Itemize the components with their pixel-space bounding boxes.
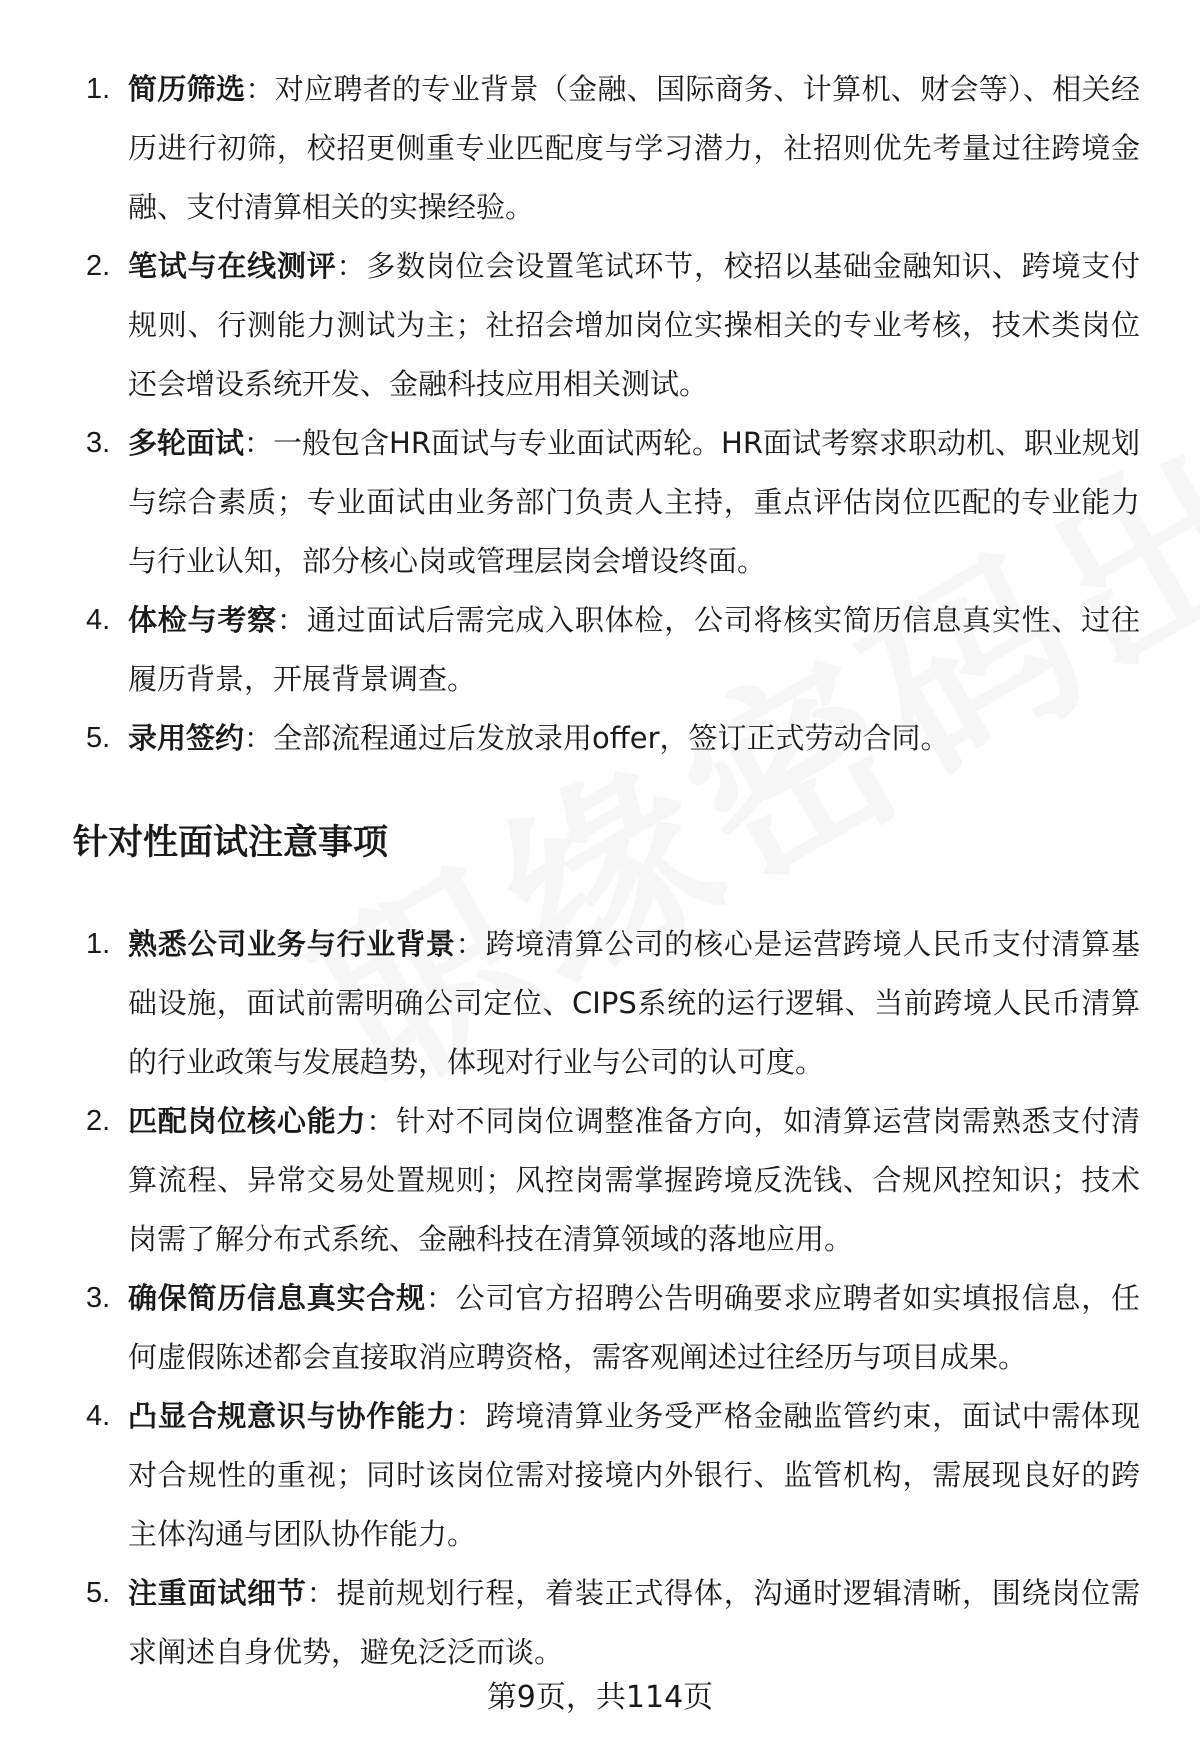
recruitment-process-list (0, 60, 1200, 768)
item-number: 4. (86, 1400, 111, 1432)
list-item (0, 591, 1200, 709)
item-title: 确保简历信息真实合规 (128, 1281, 426, 1315)
item-title: 多轮面试 (128, 426, 245, 460)
item-number: 5. (86, 1577, 111, 1609)
item-separator: ： (244, 426, 274, 460)
item-separator: ： (276, 603, 307, 637)
item-text: 全部流程通过后发放录用offer，签订正式劳动合同。 (273, 721, 950, 755)
item-text: 对应聘者的专业背景（金融、国际商务、计算机、财会等）、相关经历进行初筛，校招更侧重专业匹配度与学习潜力，社招则优先考量过往跨境金融、支付清算相关的实操经验。 (128, 72, 1140, 224)
item-separator: ： (336, 249, 367, 283)
item-number: 1. (86, 73, 111, 105)
item-text: 针对不同岗位调整准备方向，如清算运营岗需熟悉支付清算流程、异常交易处置规则；风控岗需掌握跨境反洗钱、合规风控知识；技术岗需了解分布式系统、金融科技在清算领域的落地应用。 (128, 1104, 1140, 1256)
page-number: 第9页，共114页 (486, 1680, 714, 1715)
list-item (0, 709, 1200, 768)
item-number: 3. (86, 427, 111, 459)
item-number: 3. (86, 1282, 111, 1314)
item-number: 5. (86, 722, 111, 754)
item-text: 跨境清算公司的核心是运营跨境人民币支付清算基础设施，面试前需明确公司定位、CIPS系统的运行逻辑、当前跨境人民币清算的行业政策与发展趋势，体现对行业与公司的认可度。 (128, 927, 1140, 1079)
item-separator: ： (306, 1576, 337, 1610)
list-item (0, 237, 1200, 414)
list-item (0, 1092, 1200, 1269)
list-item (0, 1564, 1200, 1682)
item-separator: ： (425, 1281, 456, 1315)
item-title: 简历筛选 (128, 72, 246, 106)
item-number: 1. (86, 928, 111, 960)
item-separator: ： (455, 927, 486, 961)
list-item (0, 915, 1200, 1092)
interview-tips-list (0, 915, 1200, 1682)
item-text: 多数岗位会设置笔试环节，校招以基础金融知识、跨境支付规则、行测能力测试为主；社招会增加岗位实操相关的专业考核，技术类岗位还会增设系统开发、金融科技应用相关测试。 (128, 249, 1140, 401)
item-title: 体检与考察 (128, 603, 277, 637)
item-text: 通过面试后需完成入职体检，公司将核实简历信息真实性、过往履历背景，开展背景调查。 (128, 603, 1140, 696)
item-number: 4. (86, 604, 111, 636)
list-item (0, 1387, 1200, 1564)
item-text: 一般包含HR面试与专业面试两轮。HR面试考察求职动机、职业规划与综合素质；专业面试由业务部门负责人主持，重点评估岗位匹配的专业能力与行业认知，部分核心岗或管理层岗会增设终面。 (128, 426, 1140, 578)
list-item (0, 414, 1200, 591)
item-title: 笔试与在线测评 (128, 249, 337, 283)
item-number: 2. (86, 1105, 111, 1137)
item-title: 注重面试细节 (128, 1576, 307, 1610)
item-text: 跨境清算业务受严格金融监管约束，面试中需体现对合规性的重视；同时该岗位需对接境内外银行、监管机构，需展现良好的跨主体沟通与团队协作能力。 (128, 1399, 1140, 1551)
page-footer (0, 1676, 1200, 1720)
item-text: 提前规划行程，着装正式得体，沟通时逻辑清晰，围绕岗位需求阐述自身优势，避免泛泛而谈。 (128, 1576, 1140, 1669)
item-separator: ： (244, 721, 274, 755)
item-title: 匹配岗位核心能力 (128, 1104, 367, 1138)
item-title: 凸显合规意识与协作能力 (128, 1399, 456, 1433)
item-title: 熟悉公司业务与行业背景 (128, 927, 456, 961)
item-separator: ： (245, 72, 275, 106)
item-separator: ： (455, 1399, 486, 1433)
item-text: 公司官方招聘公告明确要求应聘者如实填报信息，任何虚假陈述都会直接取消应聘资格，需客观阐述过往经历与项目成果。 (128, 1281, 1140, 1374)
list-item (0, 60, 1200, 237)
section-heading: 针对性面试注意事项 (73, 823, 389, 863)
item-number: 2. (86, 250, 111, 282)
list-item (0, 1269, 1200, 1387)
item-separator: ： (366, 1104, 397, 1138)
item-title: 录用签约 (128, 721, 245, 755)
